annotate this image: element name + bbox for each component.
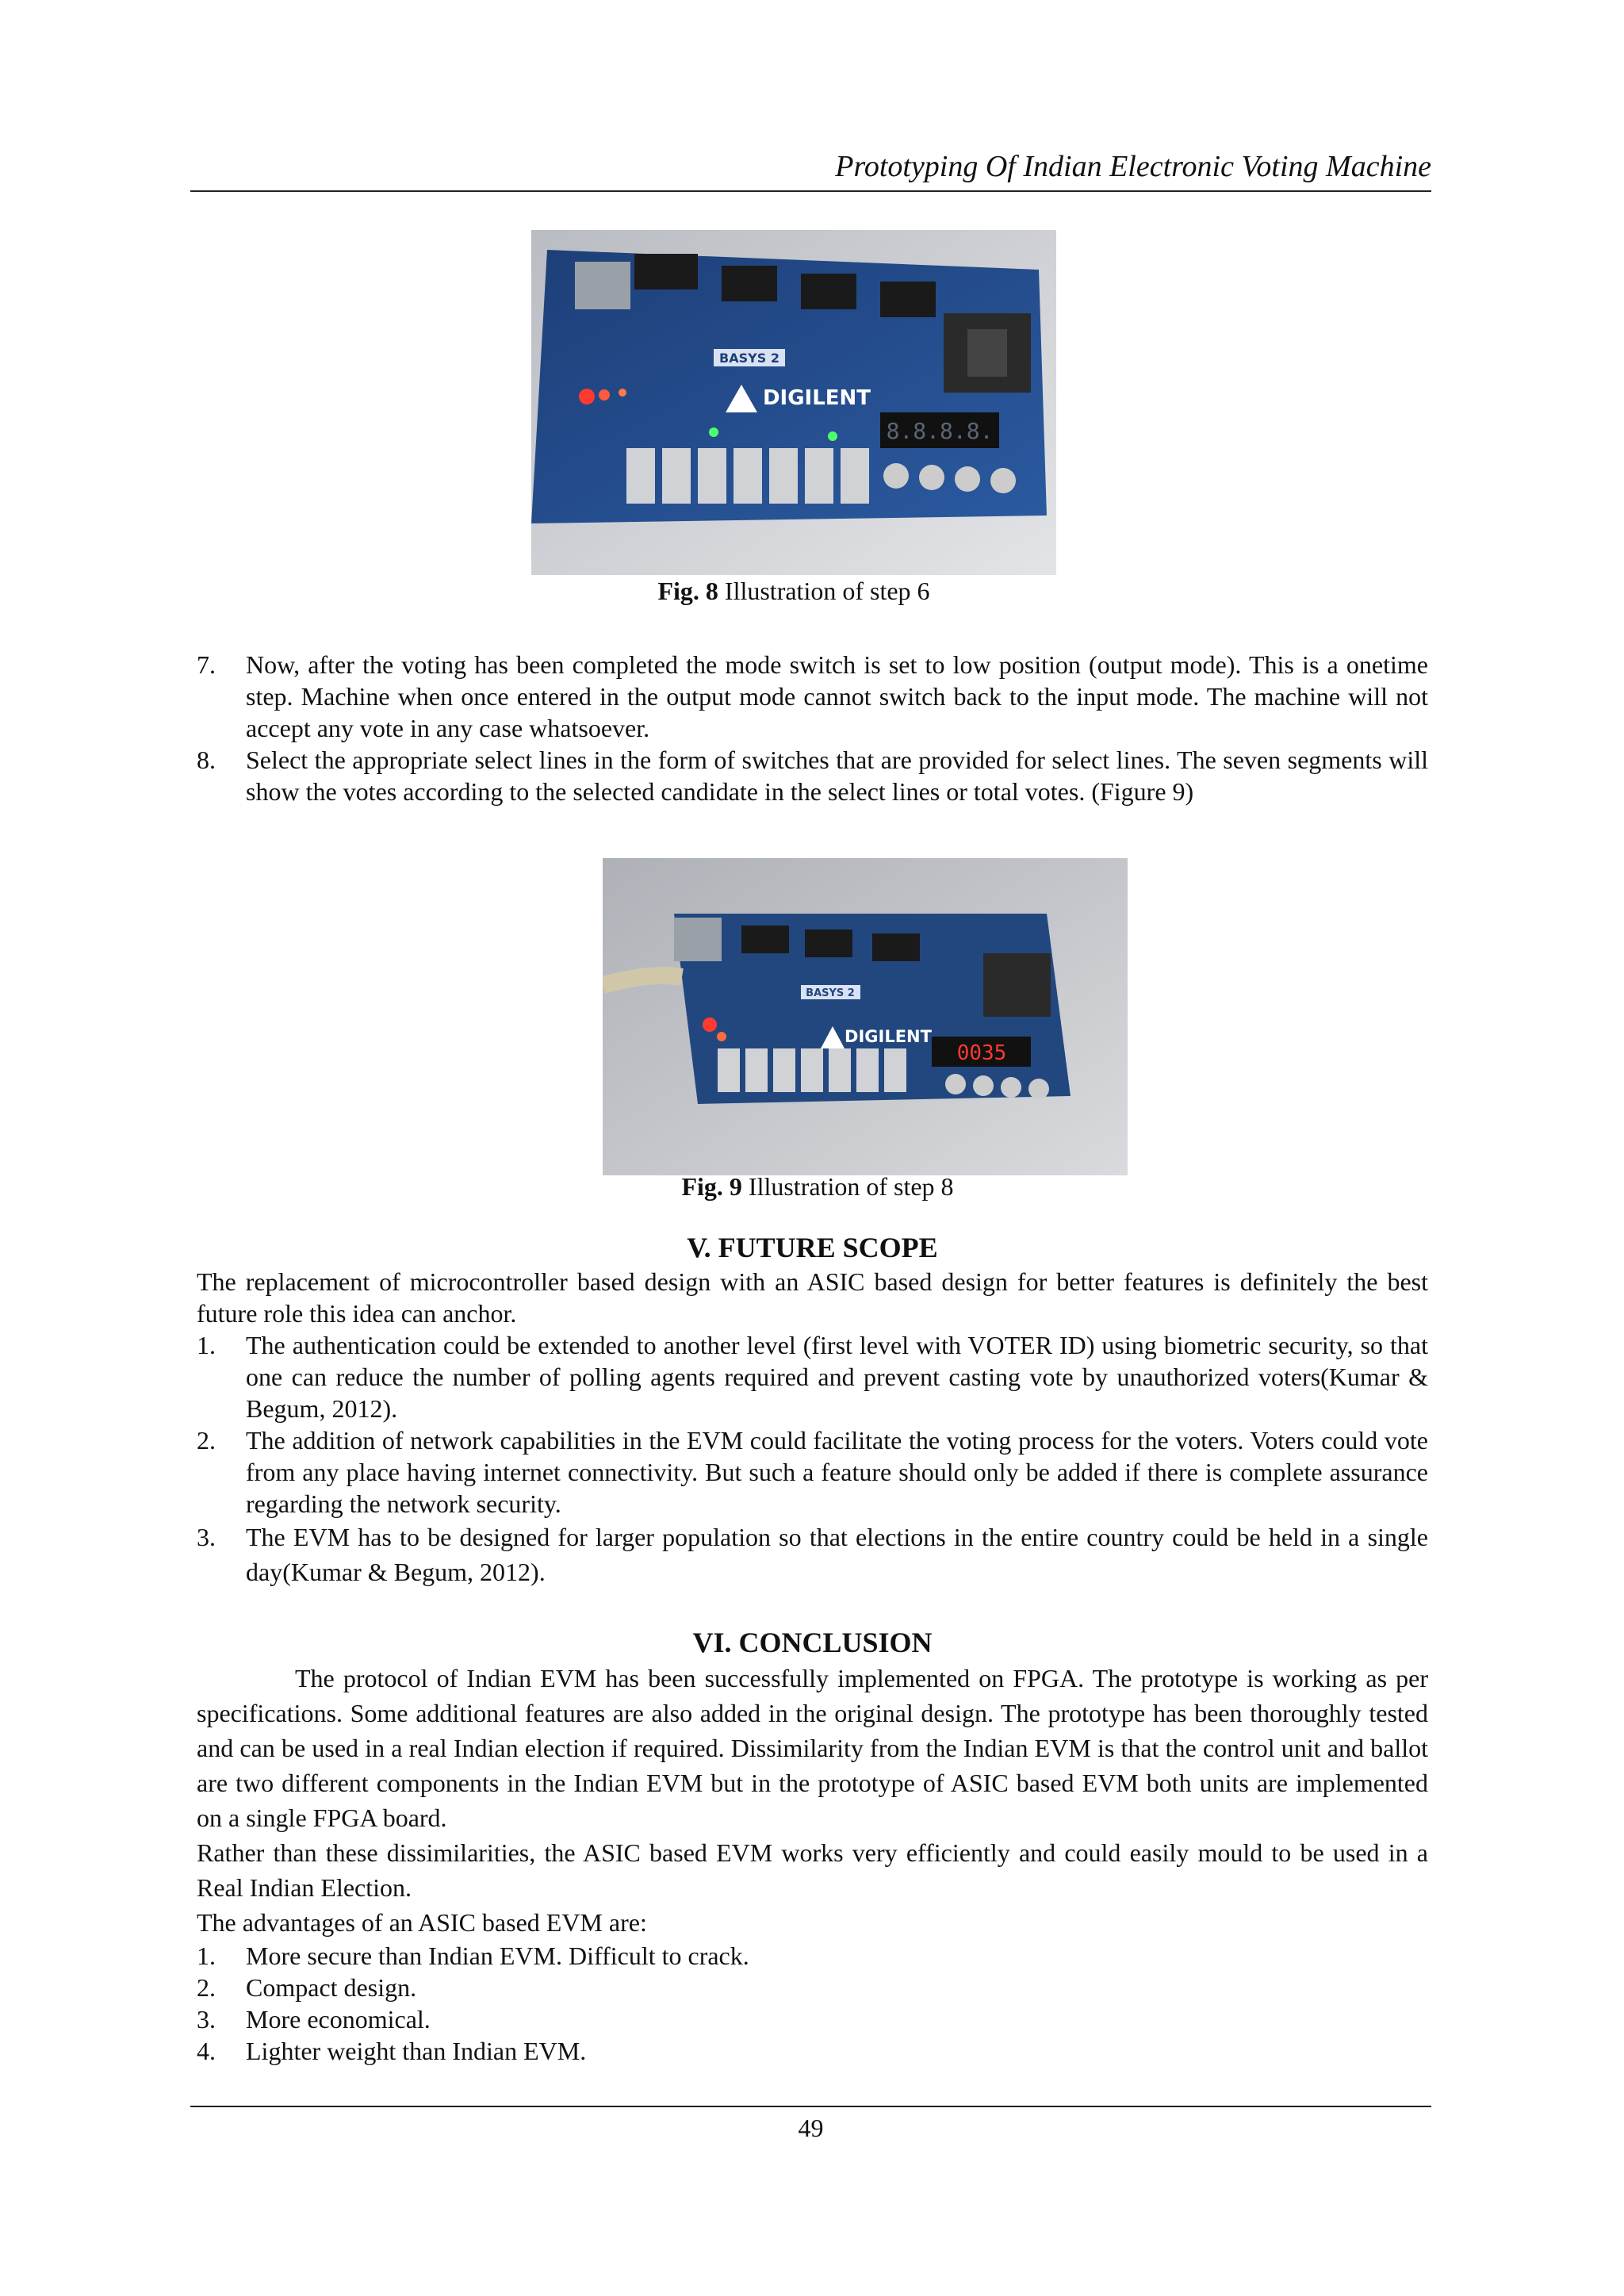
advantages-intro: The advantages of an ASIC based EVM are: — [197, 1908, 647, 1937]
fig9-caption — [555, 1172, 1080, 1202]
list-item — [197, 1329, 1428, 1424]
page-number: 49 — [798, 2114, 824, 2142]
section-heading-conclusion: VI. CONCLUSION — [692, 1627, 933, 1658]
list-number: 2. — [197, 1973, 216, 2002]
fig8-caption-text: Illustration of step 6 — [724, 577, 930, 605]
conclusion-body — [197, 1661, 1428, 2067]
steps-list — [197, 649, 1428, 807]
board-brand-text: DIGILENT — [762, 386, 871, 410]
fig8-label: Fig. 8 — [657, 577, 718, 605]
list-text: The addition of network capabilities in the EVM could facilitate the voting process for the voters. Voters could vote from any place having internet connectivity. But such a feature should only be added if there is complete assurance regarding the network security. — [246, 1426, 1428, 1518]
list-number: 3. — [197, 2005, 216, 2033]
footer-rule — [190, 2106, 1431, 2107]
list-number: 1. — [197, 1331, 216, 1359]
section-heading-future-scope: V. FUTURE SCOPE — [687, 1232, 938, 1263]
list-item — [197, 1520, 1428, 1589]
fig9-caption-text: Illustration of step 8 — [748, 1172, 954, 1201]
future-scope-body — [197, 1266, 1428, 1589]
list-number: 1. — [197, 1941, 216, 1970]
seven-segment-display: 8.8.8.8. — [886, 418, 994, 444]
list-number: 7. — [197, 650, 216, 679]
running-title: Prototyping Of Indian Electronic Voting Machine — [835, 150, 1431, 183]
list-text: More secure than Indian EVM. Difficult to crack. — [246, 1941, 749, 1970]
fpga-board-photo — [603, 858, 1128, 1175]
list-item — [197, 649, 1428, 744]
board-brand-text: DIGILENT — [845, 1027, 932, 1046]
header-rule — [190, 190, 1431, 192]
list-item — [197, 1424, 1428, 1520]
list-text: The authentication could be extended to another level (first level with VOTER ID) using biometric security, so that one can reduce the number of polling agents required and prevent casting vote by unauthorized voters(Kumar & Begum, 2012). — [246, 1331, 1428, 1423]
list-item — [197, 2003, 1428, 2035]
list-number: 3. — [197, 1523, 216, 1551]
list-item — [197, 1940, 1428, 1972]
list-text: Lighter weight than Indian EVM. — [246, 2037, 587, 2065]
fig9-photo — [603, 858, 1128, 1175]
list-item — [197, 744, 1428, 807]
list-item — [197, 1972, 1428, 2003]
list-number: 4. — [197, 2037, 216, 2065]
list-item — [197, 2035, 1428, 2067]
list-text: More economical. — [246, 2005, 431, 2033]
conclusion-paragraph: The protocol of Indian EVM has been successfully implemented on FPGA. The prototype is working as per specifications. Some additional features are also added in the original design. The prototype has been thoroughly tested and can be used in a real Indian election if required. Dissimilarity from the Indian EVM is that the control unit and ballot are two different components in the Indian EVM but in the prototype of ASIC based EVM both units are implemented on a single FPGA board. — [197, 1664, 1428, 1832]
list-text: The EVM has to be designed for larger population so that elections in the entire country could be held in a single day(Kumar & Begum, 2012). — [246, 1523, 1428, 1586]
board-model-text: BASYS 2 — [719, 351, 779, 366]
list-number: 2. — [197, 1426, 216, 1455]
list-text: Select the appropriate select lines in the form of switches that are provided for select lines. The seven segments will show the votes according to the selected candidate in the select lines or total votes. (Figure 9) — [246, 746, 1428, 806]
conclusion-paragraph: Rather than these dissimilarities, the ASIC based EVM works very efficiently and could easily mould to be used in a Real Indian Election. — [197, 1838, 1428, 1902]
fpga-board-photo — [531, 230, 1056, 575]
list-text: Compact design. — [246, 1973, 417, 2002]
fig8-caption — [531, 577, 1056, 606]
fig9-label: Fig. 9 — [681, 1172, 742, 1201]
board-model-text: BASYS 2 — [806, 987, 855, 999]
list-number: 8. — [197, 746, 216, 774]
fig8-photo — [531, 230, 1056, 575]
seven-segment-display: 0035 — [956, 1041, 1007, 1065]
list-text: Now, after the voting has been completed the mode switch is set to low position (output mode). This is a onetime step. Machine when once entered in the output mode cannot switch back to the input mode. The machine will not accept any vote in any case whatsoever. — [246, 650, 1428, 742]
future-intro: The replacement of microcontroller based design with an ASIC based design for better features is definitely the best future role this idea can anchor. — [197, 1267, 1428, 1328]
